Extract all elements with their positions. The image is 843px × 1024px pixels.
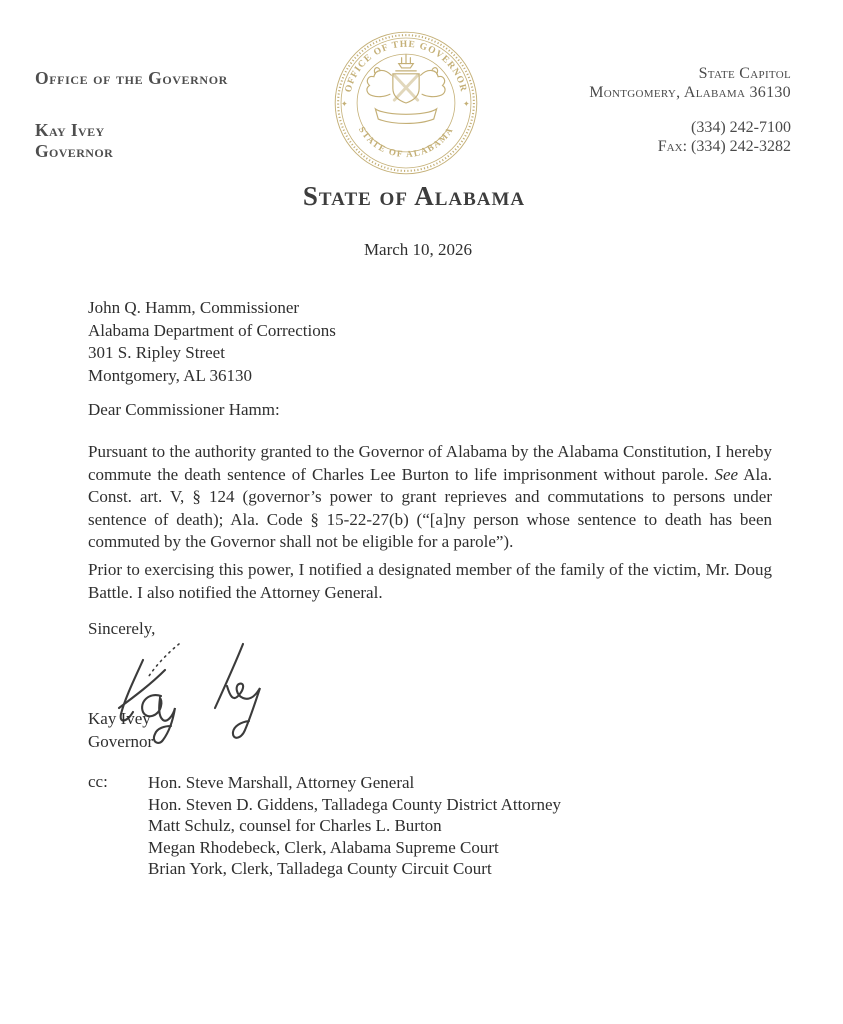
p1-text-start: Pursuant to the authority granted to the Governor of Alabama by the Alabama Constitution, I hereby commute the death sentence of Charles Lee Burton to life imprisonment without parole. bbox=[88, 442, 772, 484]
cc-entry: Megan Rhodebeck, Clerk, Alabama Supreme Court bbox=[148, 837, 499, 857]
signature-block bbox=[88, 708, 153, 753]
cc-label: cc: bbox=[88, 772, 108, 791]
recipient-line: Montgomery, AL 36130 bbox=[88, 365, 253, 385]
cc-entry: Hon. Steven D. Giddens, Talladega County District Attorney bbox=[148, 794, 562, 814]
cc-block bbox=[88, 772, 561, 880]
letterhead-phones bbox=[589, 118, 791, 156]
cc-entries bbox=[148, 772, 561, 880]
letterhead-left bbox=[35, 68, 228, 162]
letterhead-address-line1: State Capitol bbox=[698, 65, 791, 82]
seal-coat-of-arms bbox=[367, 55, 445, 124]
recipient-line: Alabama Department of Corrections bbox=[88, 320, 336, 340]
seal-bottom-text: STATE OF ALABAMA bbox=[356, 124, 456, 160]
letterhead-right bbox=[589, 64, 791, 156]
body-paragraph-1 bbox=[88, 441, 772, 554]
p1-see-citation: See bbox=[714, 464, 739, 484]
seal-star-right-icon: ✦ bbox=[462, 99, 470, 109]
letterhead-governor-title: Governor bbox=[35, 141, 114, 161]
closing-sincerely: Sincerely, bbox=[88, 619, 156, 638]
salutation: Dear Commissioner Hamm: bbox=[88, 400, 280, 419]
signer-title: Governor bbox=[88, 731, 154, 751]
recipient-address bbox=[88, 297, 336, 387]
letter-date: March 10, 2026 bbox=[363, 240, 473, 259]
cc-entry: Matt Schulz, counsel for Charles L. Burton bbox=[148, 816, 442, 836]
signer-name: Kay Ivey bbox=[88, 709, 151, 728]
recipient-line: John Q. Hamm, Commissioner bbox=[88, 298, 300, 317]
letterhead-office: Office of the Governor bbox=[35, 68, 228, 88]
letterhead-fax: Fax: (334) 242-3282 bbox=[657, 138, 791, 155]
seal-top-text: OFFICE OF THE GOVERNOR bbox=[343, 39, 469, 94]
p1-text-end: Ala. Const. art. V, § 124 (governor’s power to grant reprieves and commutations to persons under sentence of death); Ala. Code § 15-22-27(b) (“[a]ny person whose sentence to death has been commuted by the Governor shall not be eligible for a parole”). bbox=[88, 464, 773, 552]
svg-text:STATE OF ALABAMA bbox=[357, 125, 455, 160]
seal-star-left-icon: ✦ bbox=[341, 99, 348, 109]
body-paragraph-2: Prior to exercising this power, I notified a designated member of the family of the victim, Mr. Doug Battle. I also notified the Attorney General. bbox=[88, 560, 772, 602]
cc-entry: Brian York, Clerk, Talladega County Circuit Court bbox=[148, 859, 492, 879]
governor-seal-icon bbox=[333, 30, 479, 176]
letterhead-address-line2: Montgomery, Alabama 36130 bbox=[589, 84, 791, 101]
letterhead-governor-name: Kay Ivey bbox=[35, 120, 105, 140]
cc-entry: Hon. Steve Marshall, Attorney General bbox=[148, 773, 415, 792]
state-heading: State of Alabama bbox=[302, 181, 526, 211]
letterhead-phone: (334) 242-7100 bbox=[691, 119, 791, 136]
recipient-line: 301 S. Ripley Street bbox=[88, 343, 225, 362]
